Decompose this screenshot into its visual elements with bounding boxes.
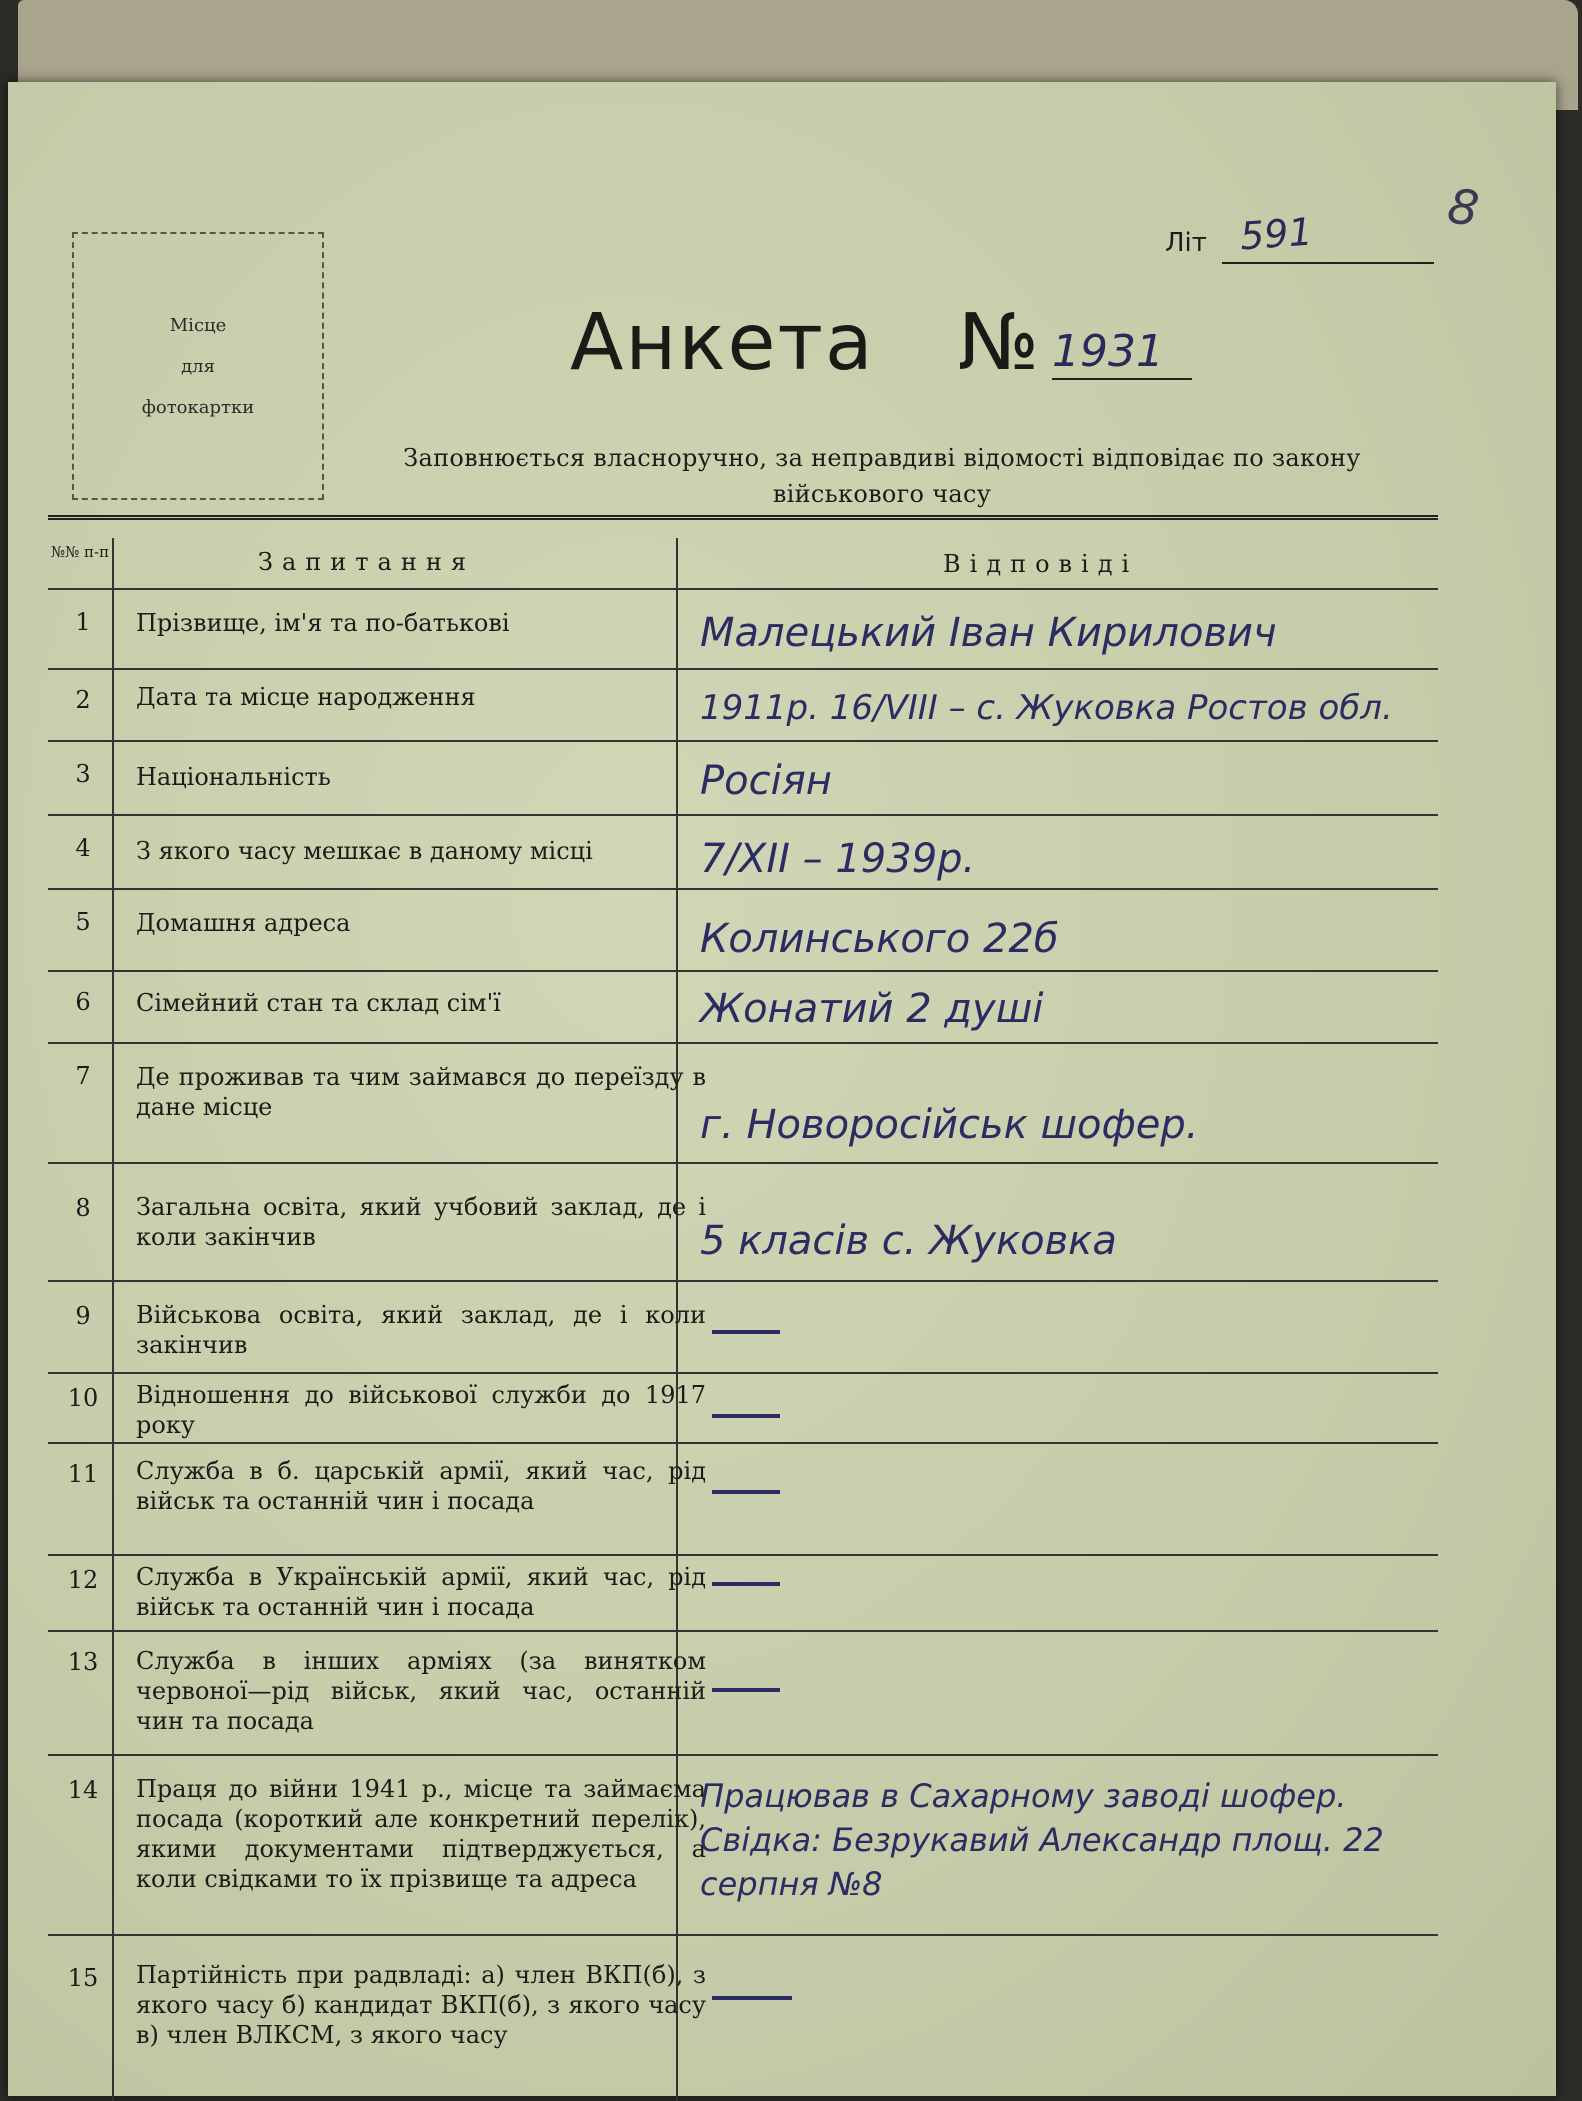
table-row: [48, 1754, 1438, 1936]
row-number: 15: [67, 1964, 99, 1992]
photo-label-line-2: для: [181, 355, 215, 377]
row-number: 12: [67, 1566, 99, 1594]
row-answer: Росіян: [700, 758, 832, 804]
row-number: 7: [75, 1062, 91, 1090]
table-header: [48, 538, 1438, 590]
row-answer: 7/XII – 1939р.: [700, 836, 976, 882]
answer-dash: [712, 1582, 780, 1586]
answer-dash: [712, 1996, 792, 2000]
table-row: [48, 1934, 1438, 2101]
row-question: Домашня адреса: [136, 909, 351, 937]
row-number: 5: [75, 908, 91, 936]
row-number: 8: [75, 1194, 91, 1222]
answer-dash: [712, 1688, 780, 1692]
row-answer: г. Новоросійськ шофер.: [700, 1102, 1199, 1148]
table-row: [48, 1442, 1438, 1556]
row-question: Національність: [136, 763, 331, 791]
table-row: [48, 588, 1438, 670]
row-number: 4: [75, 834, 91, 862]
page-number: 8: [1444, 178, 1483, 238]
row-number: 13: [67, 1648, 99, 1676]
table-row: [48, 1554, 1438, 1632]
row-question: Служба в Українській армії, який час, рід військ та останній чин і посада: [136, 1563, 706, 1621]
questionnaire-table: [48, 515, 1438, 2101]
answer-dash: [712, 1414, 780, 1418]
table-row: [48, 970, 1438, 1044]
row-question: Загальна освіта, який учбовий заклад, де і коли закінчив: [136, 1193, 706, 1251]
photo-label-line-1: Місце: [169, 314, 227, 336]
row-number: 6: [75, 988, 91, 1016]
row-question: Служба в інших арміях (за винятком червоної—рід військ, який час, останній чин та посада: [136, 1647, 706, 1735]
form-notice: Заповнюється власноручно, за неправдиві відомості відповідає по закону військового часу: [403, 444, 1361, 508]
row-answer: Малецький Іван Кирилович: [700, 610, 1277, 656]
row-question: Партійність при радвладі: а) член ВКП(б), з якого часу б) кандидат ВКП(б), з якого часу в) член ВЛКСМ, з якого часу: [136, 1961, 706, 2049]
table-row: [48, 1372, 1438, 1444]
table-row: [48, 740, 1438, 816]
row-answer: 5 класів с. Жуковка: [700, 1218, 1117, 1264]
row-answer: Працював в Сахарному заводі шофер. Свідка: Безрукавий Александр площ. 22 серпня №8: [700, 1777, 1384, 1903]
row-number: 2: [75, 686, 91, 714]
row-number: 14: [67, 1776, 99, 1804]
photo-placeholder: [72, 232, 324, 500]
photo-label-line-3: фотокартки: [141, 396, 255, 418]
row-question: З якого часу мешкає в даному місці: [136, 837, 593, 865]
header-answer: Відповіді: [943, 550, 1139, 578]
lit-value: 591: [1238, 209, 1314, 259]
form-number-underline: [1052, 378, 1192, 380]
row-number: 3: [75, 760, 91, 788]
form-number: 1931: [1052, 326, 1164, 377]
lit-label: Літ: [1165, 228, 1207, 258]
row-question: Служба в б. царській армії, який час, рід військ та останній чин і посада: [136, 1457, 706, 1515]
table-row: [48, 888, 1438, 972]
row-answer: Жонатий 2 душі: [700, 986, 1044, 1032]
row-answer: Колинського 22б: [700, 916, 1059, 962]
table-row: [48, 668, 1438, 742]
row-question: Прізвище, ім'я та по-батькові: [136, 609, 510, 637]
header-question: Запитання: [258, 548, 475, 576]
table-row: [48, 1280, 1438, 1374]
row-question: Відношення до військової служби до 1917 року: [136, 1381, 706, 1439]
row-question: Праця до війни 1941 р., місце та займаєма посада (короткий але конкретний перелік), якими документами підтверджується, а коли свідками то їх прізвище та адреса: [136, 1775, 706, 1893]
row-question: Військова освіта, який заклад, де і коли закінчив: [136, 1301, 706, 1359]
table-row: [48, 1630, 1438, 1756]
answer-dash: [712, 1490, 780, 1494]
lit-underline: [1222, 262, 1434, 264]
row-question: Де проживав та чим займався до переїзду в дане місце: [136, 1063, 706, 1121]
answer-dash: [712, 1330, 780, 1334]
row-question: Сімейний стан та склад сім'ї: [136, 989, 501, 1017]
table-row: [48, 1042, 1438, 1164]
row-question: Дата та місце народження: [136, 683, 476, 711]
row-number: 1: [75, 608, 91, 636]
row-number: 10: [67, 1384, 99, 1412]
table-row: [48, 814, 1438, 890]
header-number: №№ п-п: [50, 543, 110, 561]
row-number: 9: [75, 1302, 91, 1330]
row-number: 11: [67, 1460, 99, 1488]
table-row: [48, 1162, 1438, 1282]
number-sign: №: [958, 298, 1040, 388]
row-answer: 1911р. 16/VIII – с. Жуковка Ростов обл.: [700, 688, 1393, 728]
form-title: Анкета: [570, 298, 875, 388]
